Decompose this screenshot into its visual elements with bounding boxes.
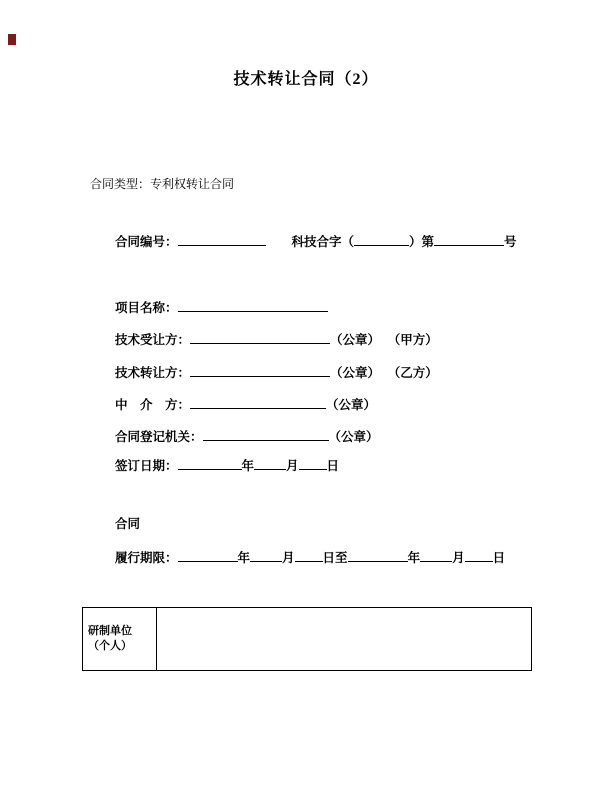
transferor-label: 技术转让方： [115, 366, 191, 380]
transferor-blank [190, 364, 330, 377]
project-name-label: 项目名称： [115, 301, 178, 315]
term-start-month-label: 月 [282, 551, 295, 565]
document-title: 技术转让合同（2） [233, 71, 379, 88]
term-start-month-blank [250, 549, 282, 562]
contract-number-suffix: 号 [504, 235, 517, 249]
contract-number-blank [178, 233, 266, 246]
term-end-month-label: 月 [452, 551, 465, 565]
sign-date-year-blank [178, 457, 242, 470]
transferor-party: （乙方） [394, 366, 438, 380]
transferee-line [115, 330, 438, 348]
term-end-day-blank [465, 549, 493, 562]
transferee-party: （甲方） [394, 333, 438, 347]
intermediary-seal: （公章） [326, 398, 377, 412]
contract-number-mid1: 科技合字（ [291, 235, 355, 249]
sign-date-day-blank [299, 457, 327, 470]
term-start-day-blank [295, 549, 323, 562]
developer-header-cell [83, 608, 157, 671]
term-end-day-label: 日 [492, 551, 506, 565]
intermediary-label: 中 介 方： [115, 398, 191, 412]
sign-date-day-label: 日 [326, 459, 340, 473]
corner-mark [8, 34, 16, 45]
registry-blank [203, 428, 329, 441]
project-name-line [115, 298, 328, 316]
intermediary-blank [190, 396, 326, 409]
transferee-blank [190, 331, 330, 344]
term-start-year-blank [178, 549, 238, 562]
registry-line [115, 427, 379, 445]
developer-value-cell [157, 608, 532, 671]
transferor-line [115, 363, 438, 381]
term-end-year-blank [348, 549, 408, 562]
contract-type-line: 合同类型：专利权转让合同 [90, 177, 235, 191]
developer-header-line1: 研制单位 [88, 625, 132, 637]
term-start-year-label: 年 [237, 551, 251, 565]
contract-number-mid2: ）第 [409, 235, 435, 249]
sign-date-line [115, 456, 339, 474]
contract-number-line [115, 232, 517, 250]
term-end-year-label: 年 [407, 551, 421, 565]
registry-seal: （公章） [328, 430, 379, 444]
registry-label: 合同登记机关： [115, 430, 203, 444]
sign-date-label: 签订日期： [115, 459, 178, 473]
performance-term-line [115, 548, 505, 566]
contract-word-line [115, 514, 140, 532]
transferee-label: 技术受让方： [115, 333, 191, 347]
term-end-month-blank [420, 549, 452, 562]
intermediary-line [115, 395, 376, 413]
sign-date-month-label: 月 [286, 459, 299, 473]
developer-header-line2: （个人） [88, 640, 132, 652]
term-start-day-label: 日至 [322, 551, 348, 565]
project-name-blank [178, 299, 328, 312]
developer-table [82, 607, 532, 671]
transferee-seal: （公章） [330, 333, 381, 347]
sign-date-year-label: 年 [241, 459, 255, 473]
sign-date-month-blank [254, 457, 286, 470]
contract-word: 合同 [115, 517, 141, 531]
contract-number-series-blank [354, 233, 409, 246]
contract-number-label: 合同编号： [115, 235, 178, 249]
table-row [83, 608, 532, 671]
transferor-seal: （公章） [330, 366, 381, 380]
term-label: 履行期限： [115, 551, 178, 565]
contract-number-seq-blank [434, 233, 504, 246]
